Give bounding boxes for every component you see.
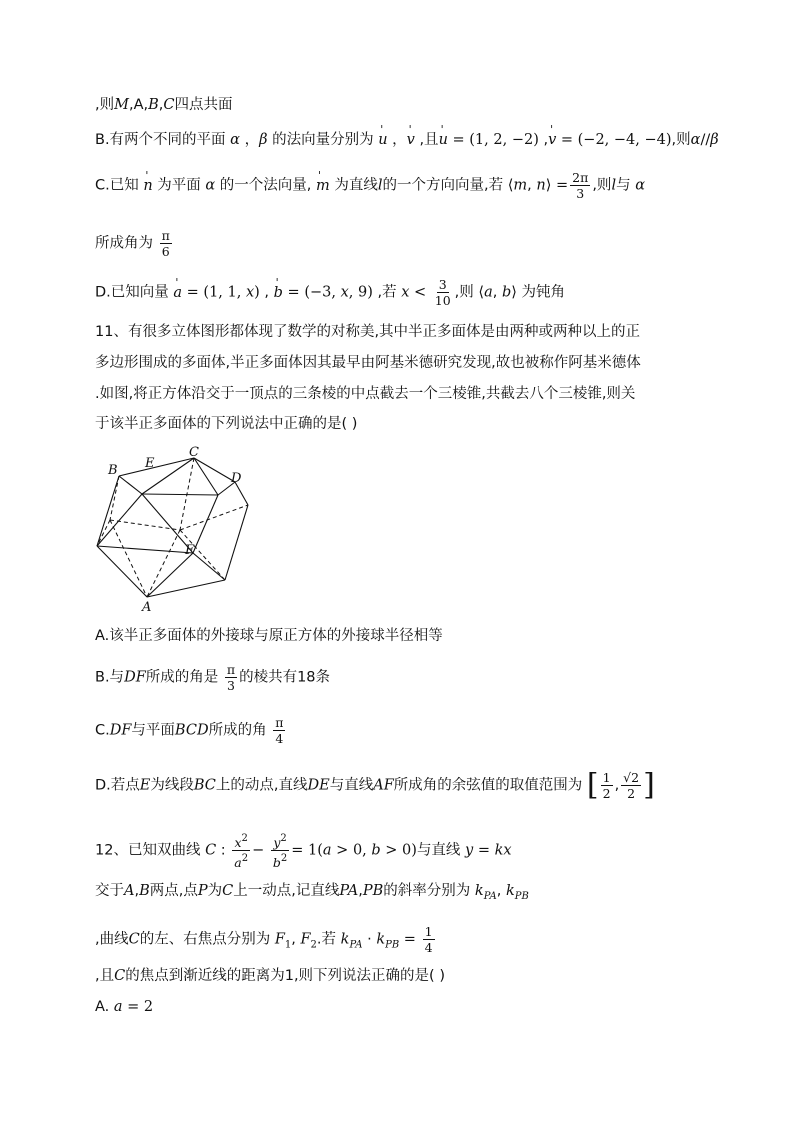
vertex-label-e: E [145, 456, 155, 471]
q11-stem-line1: 11、有很多立体图形都体现了数学的对称美,其中半正多面体是由两种或两种以上的正 [95, 324, 641, 340]
q12-stem-line1: 12、已知双曲线 C : $\frac{x^2}{a^2}$ − $\frac{y^2}{b^2}$ = 1(a > 0, b > 0)与直线 y = kx [95, 833, 512, 870]
vertex-label-a: A [142, 600, 152, 615]
vertex-label-f: F [185, 543, 195, 558]
q10-option-d: D.已知向量 ' a = (1, 1, x) , ' b = (−3, x, 9) ,若 x < $\frac{3}{10}$ ,则 ⟨a, b⟩ 为钝角 [95, 277, 565, 308]
q10-option-c-line2: 所成角为 $\frac{\pi}{6}$ [95, 228, 170, 259]
q12-stem-line4: ,且C的焦点到渐近线的距离为1,则下列说法正确的是( ) [95, 968, 445, 984]
q12-stem-line2: 交于A,B两点,点P为C上一动点,记直线PA,PB的斜率分别为 $k_{PA}$, $k_{PB}$ [95, 883, 529, 902]
q11-option-c: C.DF与平面BCD所成的角 $\frac{\pi}{4}$ [95, 715, 284, 746]
q11-stem-line2: 多边形围成的多面体,半正多面体因其最早由阿基米德研究发现,故也被称作阿基米德体 [95, 355, 641, 371]
cuboctahedron-figure [90, 440, 260, 615]
q12-stem-line3: ,曲线C的左、右焦点分别为 $F_1$, $F_2$.若 $k_{PA} \cdot k_{PB}$ = $\frac{1}{4}$ [95, 924, 433, 955]
q11-option-d: D.若点E为线段BC上的动点,直线DE与直线AF所成角的余弦值的取值范围为 [ $\frac{1}{2}$ , $\frac{√2}{2}$ ] [95, 767, 655, 803]
q11-stem-line3: .如图,将正方体沿交于一顶点的三条棱的中点截去一个三棱锥,共截去八个三棱锥,则关 [95, 386, 636, 402]
q10-option-c-line1: C.已知 ' n 为平面 α 的一个法向量, ' m 为直线l的一个方向向量,若 ⟨m, n⟩ = $\frac{2\pi}{3}$ ,则l与 α [95, 170, 645, 201]
q11-option-b: B.与DF所成的角是 $\frac{\pi}{3}$ 的棱共有18条 [95, 662, 331, 693]
vertex-label-b: B [108, 463, 118, 478]
q11-option-a: A.该半正多面体的外接球与原正方体的外接球半径相等 [95, 628, 443, 644]
q10-option-b: B.有两个不同的平面 α ，β 的法向量分别为 ' u ，' v ,且' u = (1, 2, −2) ,' v = (−2, −4, −4),则α//β [95, 130, 719, 150]
vertex-label-d: D [231, 471, 242, 486]
q11-stem-line4: 于该半正多面体的下列说法中正确的是( ) [95, 416, 358, 432]
q12-option-a: A. a = 2 [95, 999, 154, 1015]
q10-option-a-continuation: ,则M,A,B,C四点共面 [95, 97, 233, 113]
vertex-label-c: C [189, 445, 199, 460]
